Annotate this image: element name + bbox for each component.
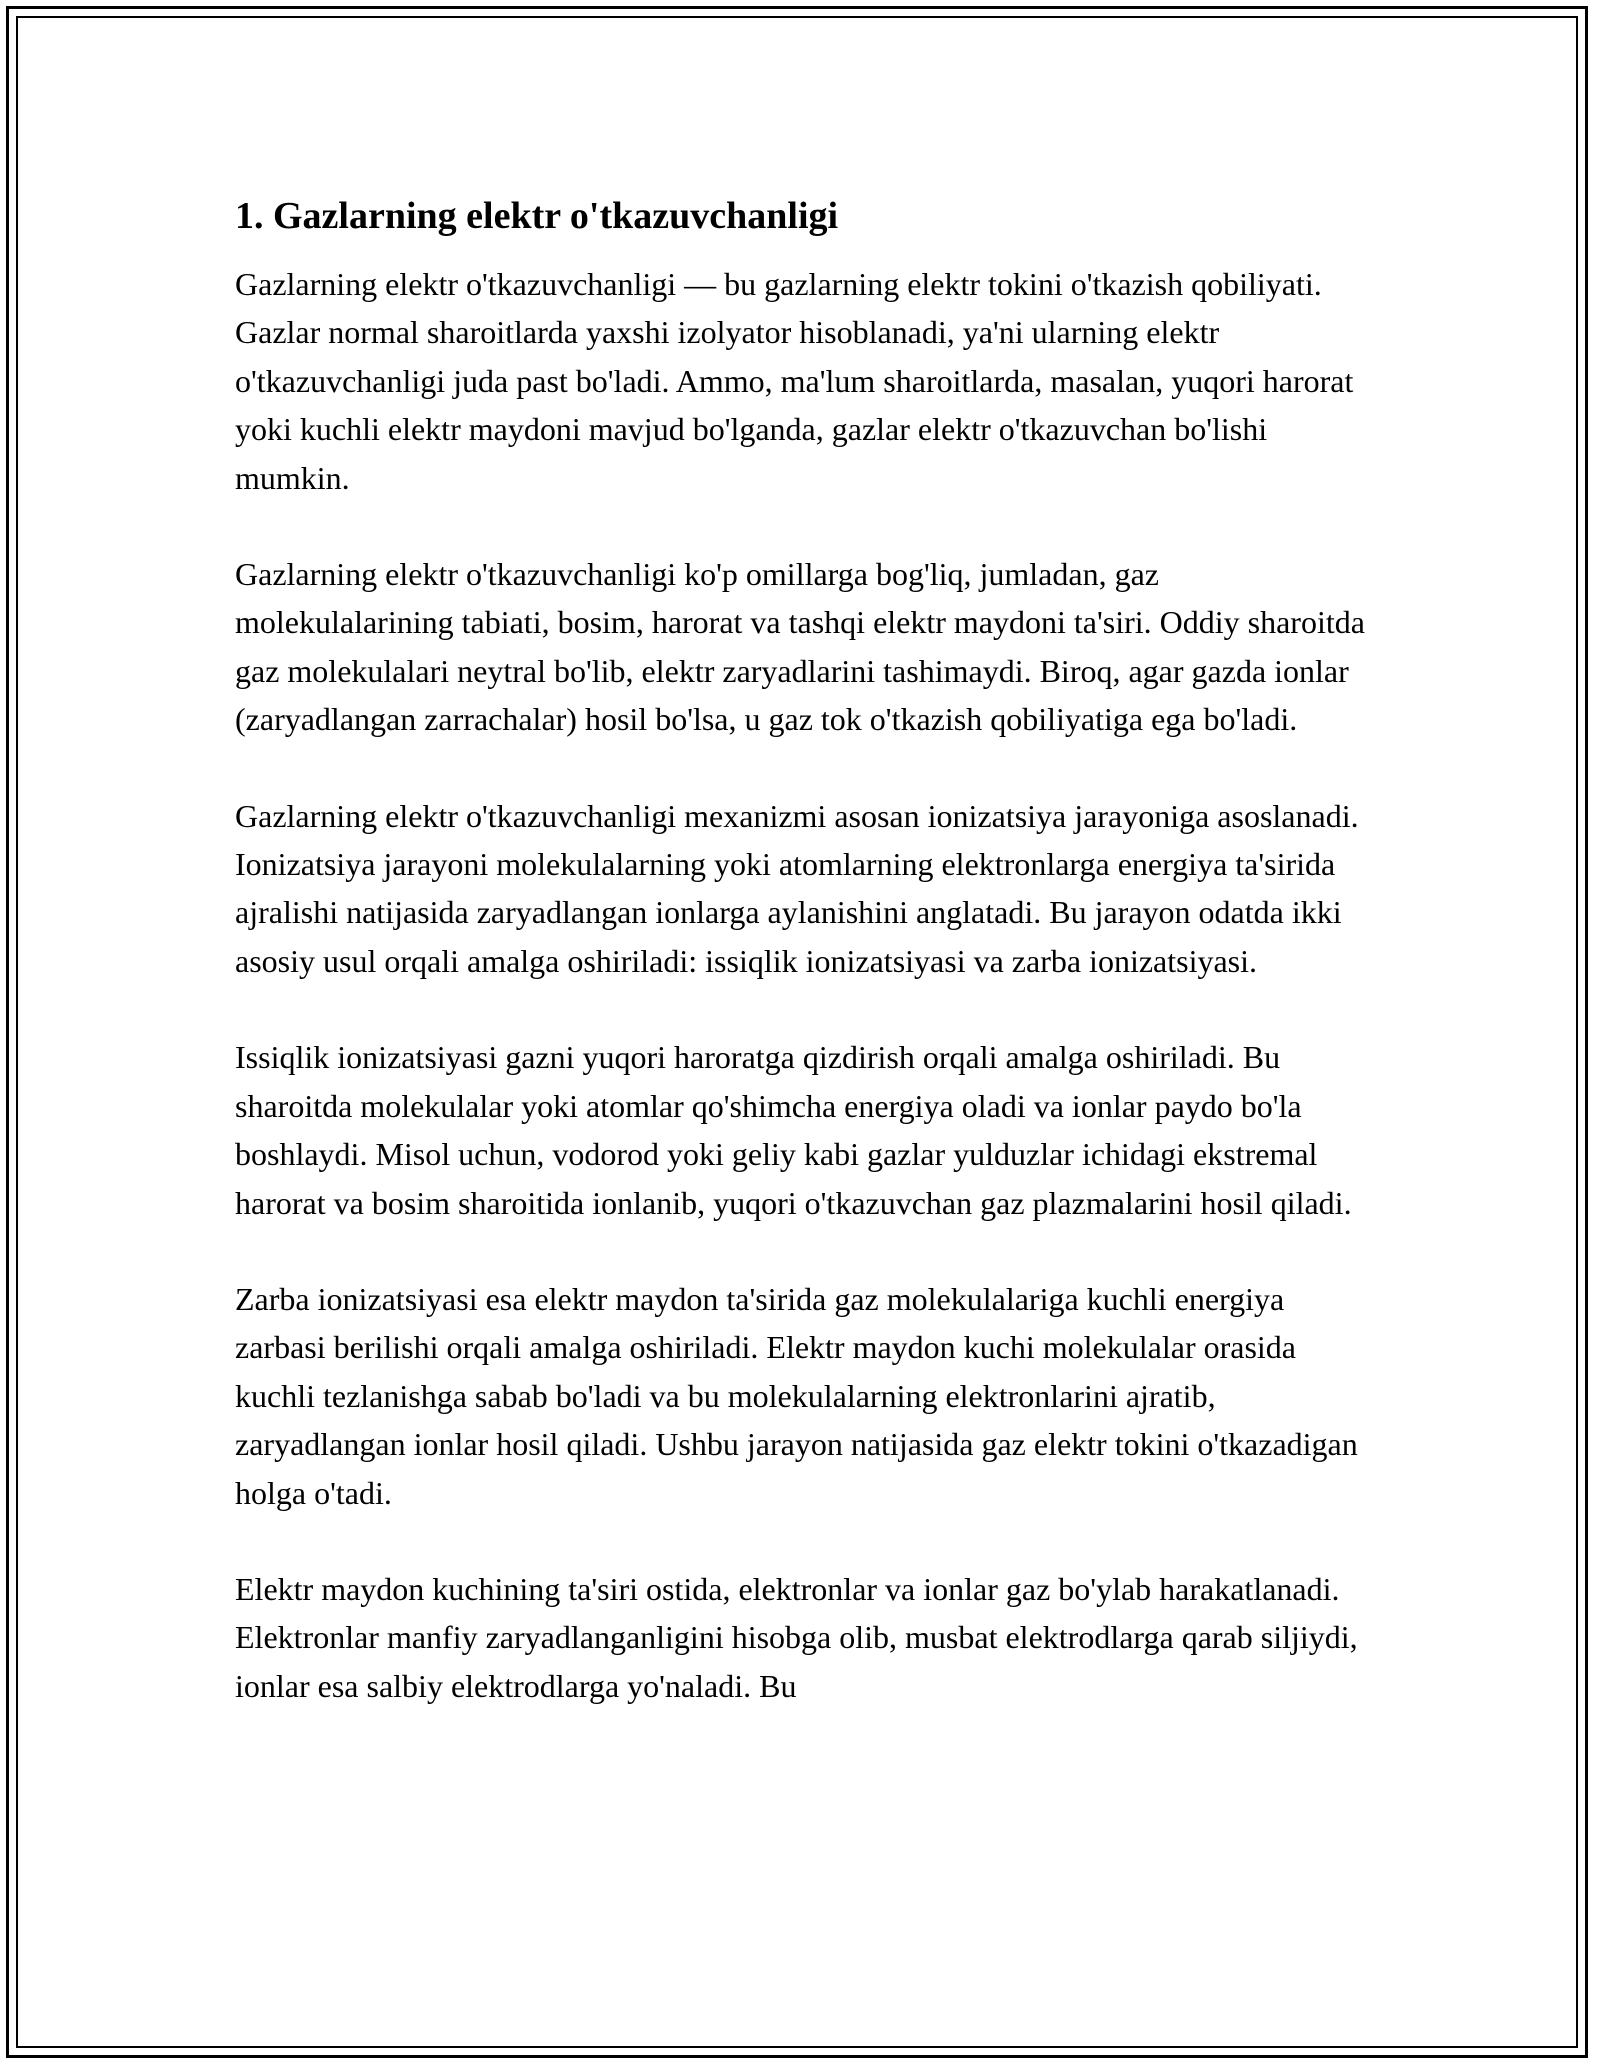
- section-heading: 1. Gazlarning elektr o'tkazuvchanligi: [235, 195, 839, 237]
- paragraph-5: Zarba ionizatsiyasi esa elektr maydon ta'sirida gaz molekulalariga kuchli energiya zarbasi berilishi orqali amalga oshiriladi. Elektr maydon kuchi molekulalar orasida kuchli tezlanishga sabab bo'ladi va bu molekulalarning elektronlarini ajratib, zaryadlangan ionlar hosil qiladi. Ushbu jarayon natijasida gaz elektr tokini o'tkazadigan holga o'tadi.: [235, 1280, 1358, 1511]
- paragraph-2: Gazlarning elektr o'tkazuvchanligi ko'p omillarga bog'liq, jumladan, gaz molekulalarining tabiati, bosim, harorat va tashqi elektr maydoni ta'siri. Oddiy sharoitda gaz molekulalari neytral bo'lib, elektr zaryadlarini tashimaydi. Biroq, agar gazda ionlar (zaryadlangan zarrachalar) hosil bo'lsa, u gaz tok o'tkazish qobiliyatiga ega bo'ladi.: [235, 556, 1365, 738]
- paragraph-1: Gazlarning elektr o'tkazuvchanligi — bu gazlarning elektr tokini o'tkazish qobiliyati. Gazlar normal sharoitlarda yaxshi izolyator hisoblanadi, ya'ni ularning elektr o'tkazuvchanligi juda past bo'ladi. Ammo, ma'lum sharoitlarda, masalan, yuqori harorat yoki kuchli elektr maydoni mavjud bo'lganda, gazlar elektr o'tkazuvchan bo'lishi mumkin.: [235, 266, 1354, 496]
- document-body: [235, 188, 1370, 1758]
- paragraph-4: Issiqlik ionizatsiyasi gazni yuqori haroratga qizdirish orqali amalga oshiriladi. Bu sharoitda molekulalar yoki atomlar qo'shimcha energiya oladi va ionlar paydo bo'la boshlaydi. Misol uchun, vodorod yoki geliy kabi gazlar yulduzlar ichidagi ekstremal harorat va bosim sharoitida ionlanib, yuqori o'tkazuvchan gaz plazmalarini hosil qiladi.: [235, 1039, 1352, 1221]
- paragraph-3: Gazlarning elektr o'tkazuvchanligi mexanizmi asosan ionizatsiya jarayoniga asoslanadi. Ionizatsiya jarayoni molekulalarning yoki atomlarning elektronlarga energiya ta'sirida ajralishi natijasida zaryadlangan ionlarga aylanishini anglatadi. Bu jarayon odatda ikki asosiy usul orqali amalga oshiriladi: issiqlik ionizatsiyasi va zarba ionizatsiyasi.: [235, 797, 1359, 979]
- paragraph-6: Elektr maydon kuchining ta'siri ostida, elektronlar va ionlar gaz bo'ylab harakatlanadi. Elektronlar manfiy zaryadlanganligini hisobga olib, musbat elektrodlarga qarab siljiydi, ionlar esa salbiy elektrodlarga yo'naladi. Bu: [235, 1570, 1358, 1704]
